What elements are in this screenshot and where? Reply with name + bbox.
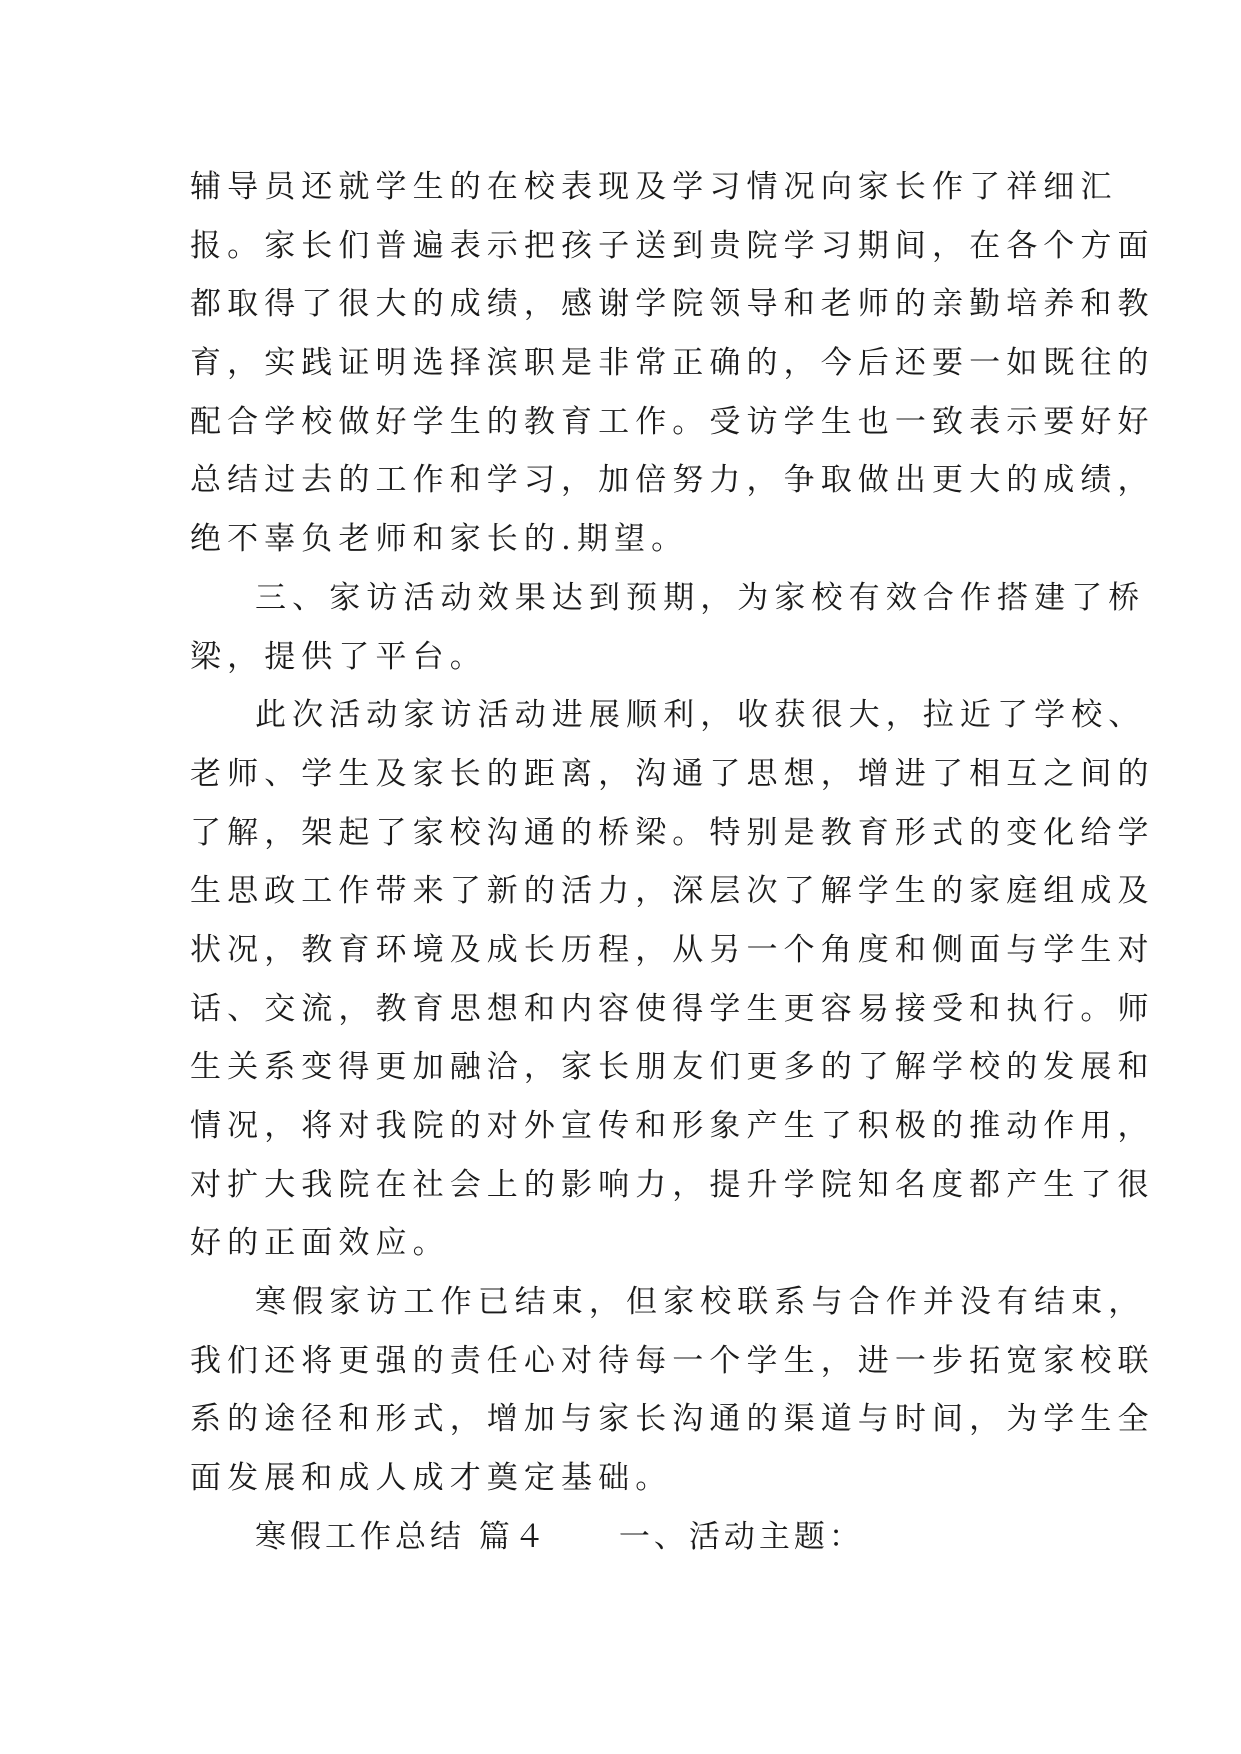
- section-heading-line: [190, 1508, 1070, 1567]
- section-subheading: 一、活动主题：: [618, 1518, 864, 1555]
- text-line: 了解，架起了家校沟通的桥梁。特别是教育形式的变化给学: [190, 814, 1155, 851]
- text-line: 辅导员还就学生的在校表现及学习情况向家长作了祥细汇: [190, 169, 1118, 205]
- text-line: 对扩大我院在社会上的影响力，提升学院知名度都产生了很: [190, 1166, 1155, 1203]
- text-line: 老师、学生及家长的距离，沟通了思想，增进了相互之间的: [190, 755, 1155, 792]
- text-line-paragraph-start: 寒假家访工作已结束，但家校联系与合作并没有结束，: [255, 1284, 1146, 1321]
- text-line: 绝不辜负老师和家长的.期望。: [190, 521, 689, 558]
- text-line: 梁，提供了平台。: [190, 638, 487, 675]
- document-body: [190, 158, 1155, 1567]
- text-line: 育，实践证明选择滨职是非常正确的，今后还要一如既往的: [190, 345, 1155, 382]
- text-line: 配合学校做好学生的教育工作。受访学生也一致表示要好好: [190, 403, 1155, 440]
- text-line: 报。家长们普遍表示把孩子送到贵院学习期间，在各个方面: [190, 227, 1155, 264]
- text-line: 好的正面效应。: [190, 1225, 450, 1262]
- text-line: 生关系变得更加融洽，家长朋友们更多的了解学校的发展和: [190, 1049, 1155, 1086]
- text-line: 状况，教育环境及成长历程，从另一个角度和侧面与学生对: [190, 931, 1155, 968]
- text-line: 面发展和成人成才奠定基础。: [190, 1460, 673, 1497]
- text-line: 情况，将对我院的对外宣传和形象产生了积极的推动作用，: [190, 1108, 1155, 1144]
- text-line: 话、交流，教育思想和内容使得学生更容易接受和执行。师: [190, 990, 1155, 1027]
- text-line-paragraph-start: 此次活动家访活动进展顺利，收获很大，拉近了学校、: [255, 697, 1146, 734]
- text-line: 系的途径和形式，增加与家长沟通的渠道与时间，为学生全: [190, 1401, 1155, 1438]
- text-line: 生思政工作带来了新的活力，深层次了解学生的家庭组成及: [190, 873, 1155, 910]
- text-line: 都取得了很大的成绩，感谢学院领导和老师的亲勤培养和教: [190, 286, 1155, 323]
- text-line: 总结过去的工作和学习，加倍努力，争取做出更大的成绩，: [190, 462, 1155, 499]
- text-line: 我们还将更强的责任心对待每一个学生，进一步拓宽家校联: [190, 1342, 1155, 1379]
- text-line-paragraph-start: 三、家访活动效果达到预期，为家校有效合作搭建了桥: [255, 579, 1146, 616]
- section-title: 寒假工作总结 篇４: [255, 1518, 549, 1555]
